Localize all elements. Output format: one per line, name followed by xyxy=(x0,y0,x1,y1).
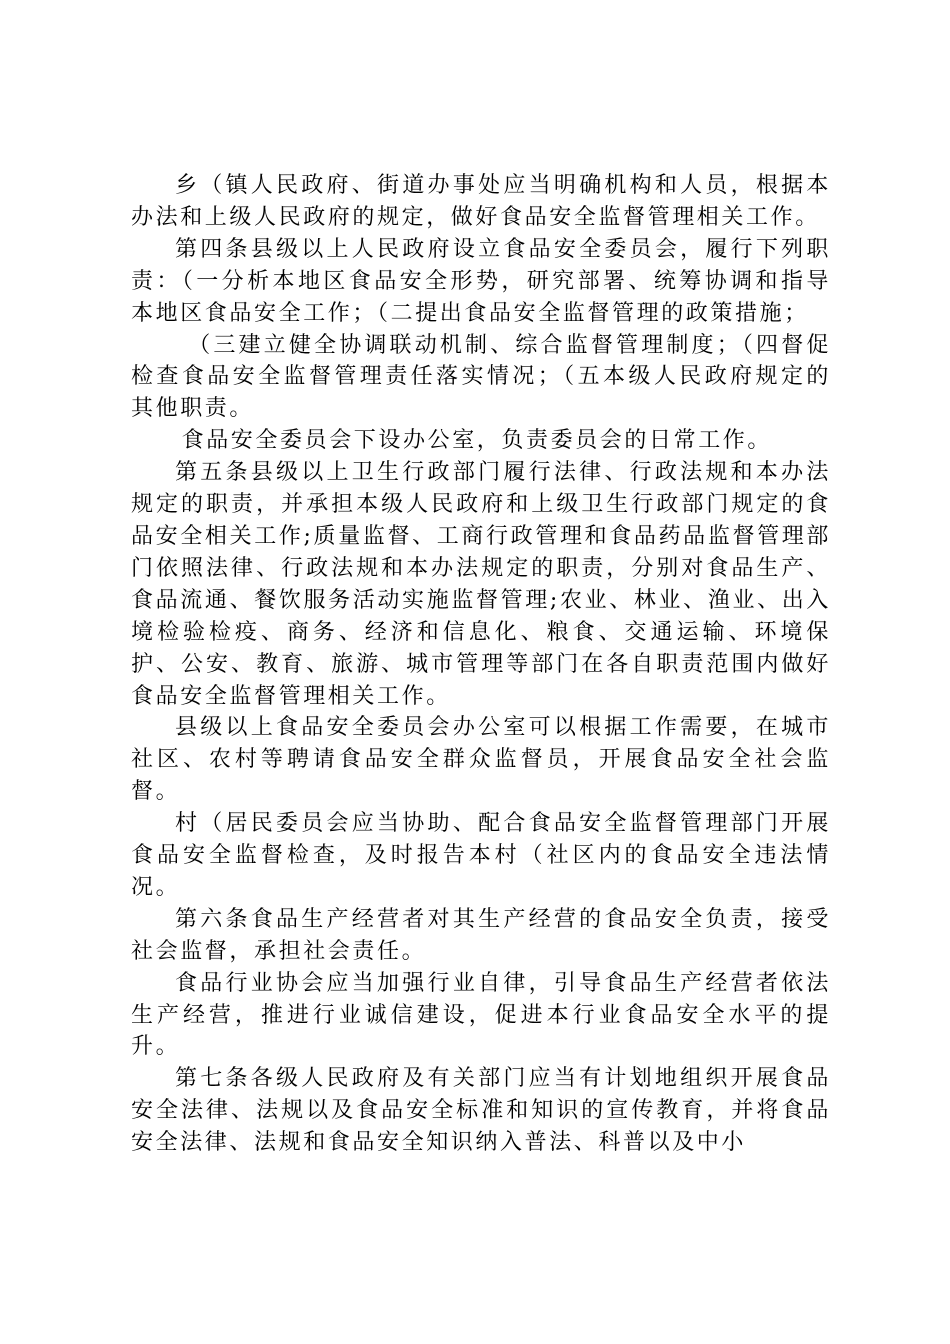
paragraph-village-committee: 村（居民委员会应当协助、配合食品安全监督管理部门开展食品安全监督检查，及时报告本村（社区内的食品安全违法情况。 xyxy=(131,811,831,900)
paragraph-article-4-continued: （三建立健全协调联动机制、综合监督管理制度；（四督促检查食品安全监督管理责任落实情况；（五本级人民政府规定的其他职责。 xyxy=(131,332,831,422)
paragraph-article-5: 第五条县级以上卫生行政部门履行法律、行政法规和本办法规定的职责，并承担本级人民政府和上级卫生行政部门规定的食品安全相关工作;质量监督、工商行政管理和食品药品监督管理部门依照法律、行政法规和本办法规定的职责，分别对食品生产、食品流通、餐饮服务活动实施监督管理;农业、林业、渔业、出入境检验检疫、商务、经济和信息化、粮食、交通运输、环境保护、公安、教育、旅游、城市管理等部门在各自职责范围内做好食品安全监督管理相关工作。 xyxy=(131,460,831,709)
paragraph-committee-office: 食品安全委员会下设办公室，负责委员会的日常工作。 xyxy=(181,428,772,454)
paragraph-article-6: 第六条食品生产经营者对其生产经营的食品安全负责，接受社会监督，承担社会责任。 xyxy=(131,906,831,964)
document-body xyxy=(131,170,831,1159)
paragraph-township-duties: 乡（镇人民政府、街道办事处应当明确机构和人员，根据本办法和上级人民政府的规定，做好食品安全监督管理相关工作。 xyxy=(131,173,831,230)
paragraph-industry-association: 食品行业协会应当加强行业自律，引导食品生产经营者依法生产经营，推进行业诚信建设，促进本行业食品安全水平的提升。 xyxy=(131,970,831,1060)
paragraph-article-7: 第七条各级人民政府及有关部门应当有计划地组织开展食品安全法律、法规以及食品安全标准和知识的宣传教育，并将食品安全法律、法规和食品安全知识纳入普法、科普以及中小 xyxy=(131,1066,831,1156)
paragraph-supervisors: 县级以上食品安全委员会办公室可以根据工作需要，在城市社区、农村等聘请食品安全群众监督员，开展食品安全社会监督。 xyxy=(131,715,831,805)
paragraph-article-4: 第四条县级以上人民政府设立食品安全委员会，履行下列职责：（一分析本地区食品安全形势，研究部署、统筹协调和指导本地区食品安全工作；（二提出食品安全监督管理的政策措施； xyxy=(131,236,831,326)
